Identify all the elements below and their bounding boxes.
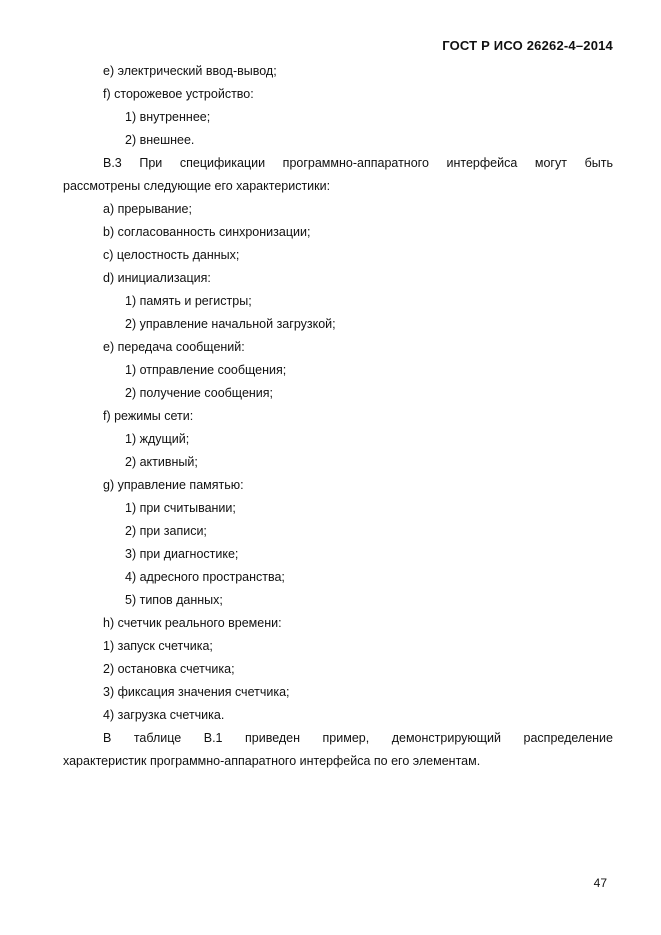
word: могут <box>534 156 567 170</box>
list-item: f) сторожевое устройство: <box>103 87 254 101</box>
sub-list-item: 2) при записи; <box>125 524 207 538</box>
standard-header: ГОСТ Р ИСО 26262-4–2014 <box>442 38 613 53</box>
word: интерфейса <box>446 156 518 170</box>
paragraph-table-ref-continuation: характеристик программно-аппаратного интерфейса по его элементам. <box>63 754 481 768</box>
list-item: 2) остановка счетчика; <box>103 662 235 676</box>
sub-list-item: 2) активный; <box>125 455 198 469</box>
list-item: b) согласованность синхронизации; <box>103 225 311 239</box>
sub-list-item: 1) ждущий; <box>125 432 190 446</box>
sub-list-item: 1) при считывании; <box>125 501 236 515</box>
word: демонстрирующий <box>391 731 502 745</box>
word: В.3 <box>103 156 122 170</box>
list-item: d) инициализация: <box>103 271 211 285</box>
list-item: a) прерывание; <box>103 202 192 216</box>
sub-list-item: 4) адресного пространства; <box>125 570 285 584</box>
sub-list-item: 1) отправление сообщения; <box>125 363 287 377</box>
word: распределение <box>523 731 613 745</box>
sub-list-item: 5) типов данных; <box>125 593 223 607</box>
word: При <box>139 156 163 170</box>
list-item: h) счетчик реального времени: <box>103 616 282 630</box>
sub-list-item: 2) получение сообщения; <box>125 386 274 400</box>
word: пример, <box>322 731 370 745</box>
list-item: f) режимы сети: <box>103 409 194 423</box>
paragraph-table-ref-first-line <box>103 730 613 746</box>
list-item: g) управление памятью: <box>103 478 244 492</box>
sub-list-item: 3) при диагностике; <box>125 547 239 561</box>
paragraph-b3-first-line <box>103 155 613 171</box>
list-item: e) электрический ввод-вывод; <box>103 64 277 78</box>
sub-list-item: 2) внешнее. <box>125 133 195 147</box>
list-item: 1) запуск счетчика; <box>103 639 213 653</box>
word: быть <box>584 156 613 170</box>
list-item: e) передача сообщений: <box>103 340 245 354</box>
list-item: 3) фиксация значения счетчика; <box>103 685 290 699</box>
sub-list-item: 1) память и регистры; <box>125 294 252 308</box>
list-item: 4) загрузка счетчика. <box>103 708 225 722</box>
sub-list-item: 1) внутреннее; <box>125 110 211 124</box>
word: В.1 <box>203 731 223 745</box>
sub-list-item: 2) управление начальной загрузкой; <box>125 317 336 331</box>
page-number: 47 <box>593 876 607 890</box>
word: В <box>103 731 112 745</box>
word: таблице <box>133 731 182 745</box>
paragraph-b3-continuation: рассмотрены следующие его характеристики: <box>63 179 331 193</box>
word: спецификации <box>179 156 266 170</box>
word: программно-аппаратного <box>282 156 429 170</box>
word: приведен <box>245 731 301 745</box>
list-item: c) целостность данных; <box>103 248 240 262</box>
